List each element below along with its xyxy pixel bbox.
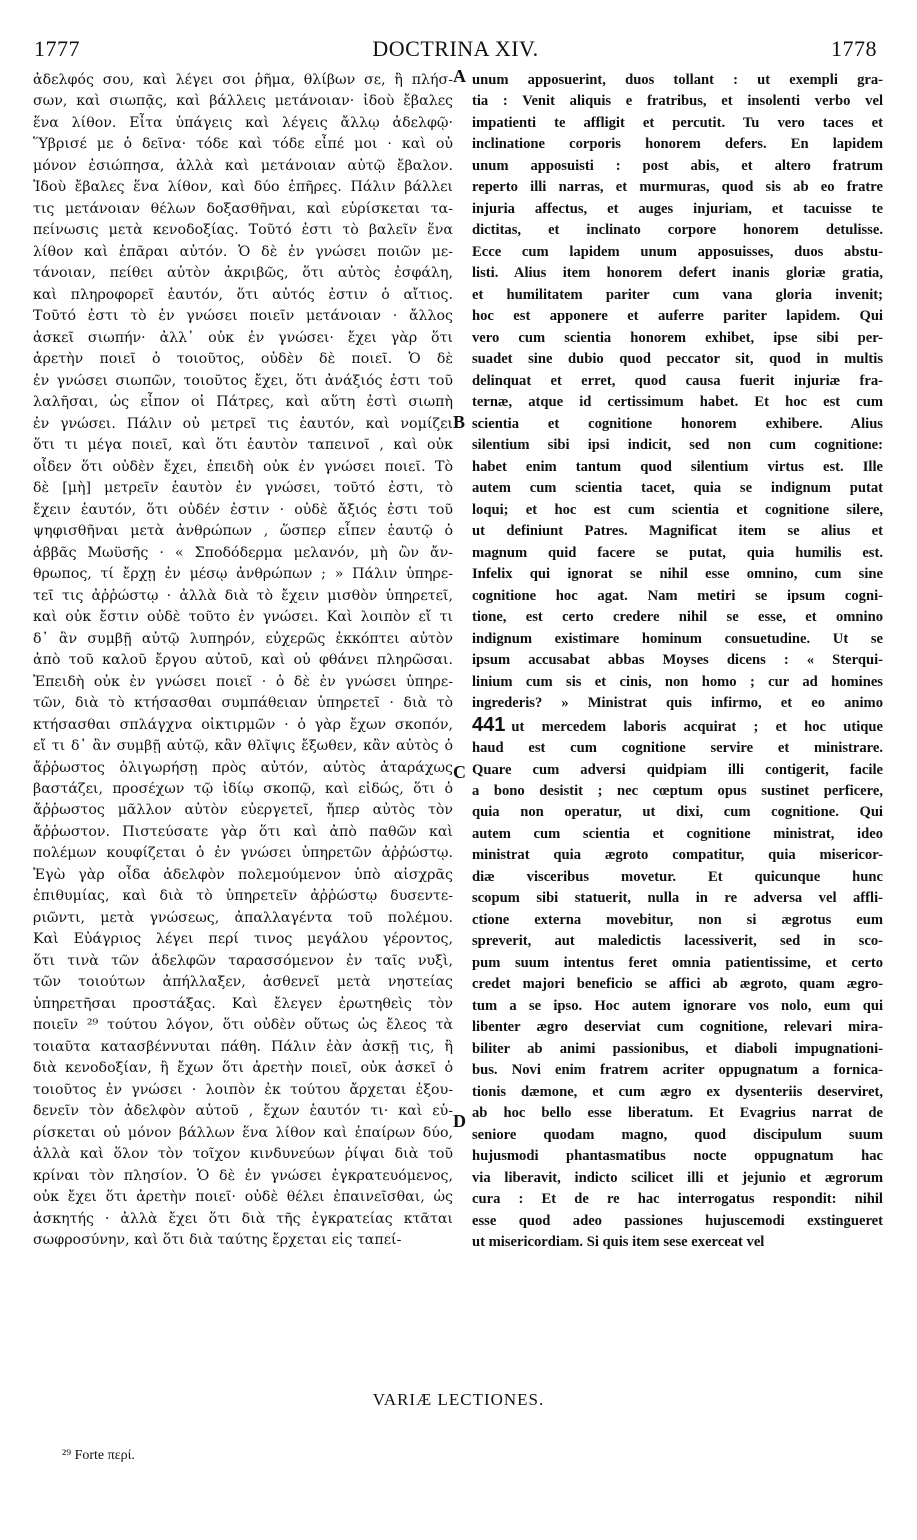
- greek-text-line: δ᾽ ἂν συμβῇ αὐτῷ λυπηρόν, εὐχερῶς ἐκκόπτει αὐτὸν: [33, 630, 453, 647]
- latin-text-line: listi. Alius item honorem defert inanis gloriæ gratia,: [472, 265, 883, 282]
- latin-text-line: injuria affectus, et auges injuriam, et tacuisse te: [472, 200, 883, 217]
- greek-text-line: ψηφισθῆναι μετὰ ἀνθρώπων , ὥσπερ εἶπεν ἑαυτῷ ὁ: [33, 523, 453, 540]
- greek-text-column: [33, 70, 453, 1252]
- latin-text-line: loqui; et hoc est cum scientia et cognitione silere,: [472, 501, 883, 518]
- greek-text-line: τῶν τοιούτων ἀπήλλαξεν, ἀσθενεῖ μετὰ νηστείας: [33, 974, 453, 991]
- greek-text-line: Ἐπειδὴ οὐκ ἐν γνώσει ποιεῖ · ὁ δὲ ἐν γνώσει ὑπηρε-: [33, 673, 453, 690]
- latin-text-line: reperto illi narras, et murmuras, quod sis ab eo fratre: [472, 179, 883, 196]
- latin-text-line: inclinatione corporis honorem defers. En lapidem: [472, 136, 883, 153]
- latin-text-line: silentium sibi ipsi indicit, sed non cum cognitione:: [472, 437, 883, 454]
- greek-text-line: Ὕβρισέ με ὁ δεῖνα· τόδε καὶ τόδε εἶπέ μοι · καὶ οὐ: [33, 136, 453, 153]
- greek-text-line: τις μετάνοιαν θέλων δοξασθῆναι, καὶ εὑρίσκεται τα-: [33, 200, 453, 217]
- latin-text-line: ut misericordiam. Si quis item sese exerceat vel: [472, 1234, 765, 1251]
- latin-text-column: [472, 70, 883, 1254]
- greek-text-line: ἐπιθυμίας, καὶ διὰ τὸ ὑπηρετεῖν ἀῤῥώστῳ δυσεντε-: [33, 888, 453, 905]
- page-number-right: 1778: [831, 36, 877, 61]
- greek-text-line: Ἰδοὺ ἔβαλες ἕνα λίθον, καὶ δύο ἐπῆρες. Πάλιν βάλλει: [33, 179, 453, 196]
- greek-text-line: τάνοιαν, πείθει αὐτὸν ἀκριβῶς, ὅτι αὐτὸς ἐσφάλη,: [33, 265, 453, 282]
- greek-text-line: ρίσκεται οὐ μόνον βάλλων ἕνα λίθον καὶ ἐπαίρων δύο,: [33, 1124, 453, 1141]
- margin-letter-d: D: [453, 1111, 466, 1131]
- latin-text-line: scientia et cognitione honorem exhibere. Alius: [472, 415, 883, 432]
- latin-text-line: indignum existimare hominum consuetudine. Ut se: [472, 630, 883, 647]
- greek-text-line: ἔχειν ἑαυτόν, ὅτι οὐδέν ἐστιν · οὐδὲ ἄξιός ἐστι τοῦ: [33, 501, 453, 518]
- latin-text-line: ingrederis? » Ministrat quis infirmo, et eo animo: [472, 695, 883, 712]
- running-title: DOCTRINA XIV.: [372, 36, 539, 61]
- greek-text-line: θρωπος, τί ἔρχῃ ἐν μέσῳ ἀνθρώπων ; » Πάλιν ὑπηρε-: [33, 566, 453, 583]
- greek-text-line: ἀσκητής · ἀλλὰ ἔχει ὅτι διὰ τῆς ἐγκρατείας κτᾶται: [33, 1210, 453, 1227]
- latin-text-line: ternæ, atque id certissimum habet. Et hoc est cum: [472, 394, 883, 411]
- latin-text-line: haud est cum cognitione servire et ministrare.: [472, 740, 883, 757]
- latin-text-line: a bono desistit ; nec cœptum opus sustinet perficere,: [472, 782, 883, 799]
- greek-text-line: ἄῤῥωστον. Πιστεύσατε γὰρ ὅτι καὶ ἀπὸ παθῶν καὶ: [33, 823, 453, 840]
- greek-text-line: Τοῦτό ἐστι τὸ ἐν γνώσει ποιεῖν μετάνοιαν · ἄλλος: [33, 308, 453, 325]
- latin-text-line: ipsum accusabat abbas Moyses dicens : « Sterqui-: [472, 652, 883, 669]
- latin-text-line: seniore quodam magno, quod discipulum suum: [472, 1126, 883, 1143]
- latin-text-line: cognitione hoc agat. Nam metiri se ipsum cogni-: [472, 587, 883, 604]
- greek-text-line: ποιεῖν ²⁹ τούτου λόγον, ὅτι οὐδὲν οὕτως ὡς ἔλεος τὰ: [33, 1017, 453, 1034]
- latin-text-line: hoc est apponere et auferre pariter lapidem. Qui: [472, 308, 883, 325]
- latin-text-line: 441 ut mercedem laboris acquirat ; et hoc utique: [472, 713, 883, 736]
- greek-text-line: τῶν, διὰ τὸ κτήσασθαι συμπάθειαν ὑπηρετεῖ · διὰ τὸ: [33, 695, 453, 712]
- latin-text-line: autem cum scientia tacet, quia se indignum putat: [472, 480, 883, 497]
- latin-text-line: delinquat et erret, quod causa fuerit injuriæ fra-: [472, 372, 883, 389]
- latin-text-line: tum a se ipso. Hoc autem ignorare vos nolo, eum qui: [472, 997, 883, 1014]
- latin-text-line: autem cum scientia et cognitione ministrat, ideo: [472, 825, 883, 842]
- greek-text-line: κρίναι τὸν πλησίον. Ὁ δὲ ἐν γνώσει ἐγκρατευόμενος,: [33, 1167, 453, 1184]
- greek-text-line: Ἐγὼ γὰρ οἶδα ἀδελφὸν πολεμούμενον ὑπὸ αἰσχρᾶς: [33, 866, 453, 883]
- latin-text-line: vero cum scientia honorem exhibet, ipse sibi per-: [472, 329, 883, 346]
- latin-text-line: et humilitatem pariter cum vana gloria invenit;: [472, 286, 883, 303]
- latin-text-line: impatienti te affligit et percutit. Tu vero taces et: [472, 114, 883, 131]
- greek-text-line: οὐκ ἔχει ὅτι ἀρετὴν ποιεῖ· οὐδὲ θέλει ἐπαινεῖσθαι, ὡς: [33, 1189, 453, 1206]
- greek-text-line: οἶδεν ὅτι οὐδὲν ἔχει, ἐπειδὴ οὐκ ἐν γνώσει ποιεῖ. Τὸ: [33, 458, 453, 475]
- greek-text-line: δὲ [μὴ] μετρεῖν ἑαυτὸν ἐν γνώσει, τοῦτό ἐστι, τὸ: [33, 480, 453, 497]
- greek-text-line: εἴ τι δ᾽ ἂν συμβῇ αὐτῷ, κἂν θλῖψις ἔξωθεν, κἂν αὐτὸς ὁ: [33, 738, 453, 755]
- greek-text-line: μόνον ἐσιώπησα, ἀλλὰ καὶ μετάνοιαν αὐτῷ ἔβαλον.: [33, 157, 453, 174]
- greek-text-line: ἀββᾶς Μωϋσῆς · « Σποδόδερμα μελανόν, μὴ ὢν ἄν-: [33, 544, 453, 561]
- greek-text-line: τοιοῦτος ἐν γνώσει · λοιπὸν ἐκ τούτου ἄρχεται ἐξου-: [33, 1081, 453, 1098]
- latin-text-line: pum suum intentus feret omnia patientissime, et certo: [472, 954, 883, 971]
- latin-text-line: unum apposuerint, duos tollant : ut exempli gra-: [472, 72, 883, 88]
- latin-text-line: magnum quid facere se putat, quia humilis est.: [472, 544, 883, 561]
- latin-text-line: dictitas, et inclinato corpore honorem detulisse.: [472, 222, 883, 239]
- page-header: [34, 36, 877, 66]
- greek-text-line: τεῖ τις ἀῤῥώστῳ · ἀλλὰ διὰ τὸ ἔχειν μισθὸν ὑπηρετεῖ,: [33, 587, 453, 604]
- greek-text-line: ὅτι τι μέγα ποιεῖ, καὶ ὅτι ἑαυτὸν ταπεινοῖ , καὶ οὐκ: [33, 437, 453, 454]
- greek-text-line: ἐν γνώσει σιωπῶν, τοιοῦτος ἔχει, ὅτι ἀνάξιός ἐστι τοῦ: [33, 372, 453, 389]
- greek-text-line: ὑπηρετῆσαι προστάξας. Καὶ ἔλεγεν ἐρωτηθεὶς τὸν: [33, 995, 453, 1012]
- latin-text-line: Infelix qui ignorat se nihil esse omnino, cum sine: [472, 566, 883, 583]
- margin-letter-b: B: [453, 412, 466, 432]
- greek-text-line: ἀρετὴν ποιεῖ ὁ τοιοῦτος, οὐδὲν δὲ ποιεῖ. Ὁ δὲ: [33, 351, 453, 368]
- latin-text-line: habet enim tantum quod silentium virtus est. Ille: [472, 458, 883, 475]
- latin-text-line: credet majori beneficio se affici ab ægroto, quam ægro-: [472, 976, 883, 993]
- latin-text-line: linium cum sis et cinis, non homo ; cur ad homines: [472, 673, 883, 690]
- greek-text-line: λίθον καὶ ἐπᾶραι αὐτόν. Ὁ δὲ ἐν γνώσει ποιῶν με-: [33, 243, 453, 260]
- latin-text-line: unum apposuisti : post abis, et altero fratrum: [472, 157, 883, 174]
- greek-text-line: ριῶντι, μετὰ γνώσεως, ἀπαλλαγέντα τοῦ πολέμου.: [33, 909, 453, 926]
- margin-letter-c: C: [453, 762, 466, 782]
- greek-text-line: βαστάζει, προσέχων τῷ ἰδίῳ σκοπῷ, καὶ εἰδώς, ὅτι ὁ: [33, 780, 453, 797]
- latin-text-line: bus. Novi enim fratrem acriter oppugnatum a fornica-: [472, 1062, 883, 1079]
- greek-text-line: ἀσκεῖ σιωπήν· ἀλλ᾽ οὐκ ἐν γνώσει· ἔχει γὰρ ὅτι: [33, 329, 453, 346]
- greek-text-line: ὅτι τινὰ τῶν ἀδελφῶν ταρασσόμενον ἐν ταῖς νυξὶ,: [33, 952, 453, 969]
- greek-text-line: πολέμων κουφίζεται ὁ ἐν γνώσει ὑπηρετῶν ἀῤῥώστῳ.: [33, 845, 453, 862]
- greek-text-line: ἀπὸ τοῦ καλοῦ ἔργου αὐτοῦ, καὶ οὐ φθάνει πληρῶσαι.: [33, 652, 453, 669]
- latin-text-line: suadet sine dubio quod peccator sit, quod in multis: [472, 351, 883, 368]
- latin-text-line: quia non operatur, ut dixi, cum cognitione. Qui: [472, 804, 883, 821]
- greek-text-line: καὶ πληροφορεῖ ἑαυτόν, ὅτι αὐτός ἐστιν ὁ αἴτιος.: [33, 286, 453, 303]
- greek-text-line: ἐν γνώσει. Πάλιν οὐ μετρεῖ τις ἑαυτόν, καὶ νομίζει: [33, 415, 453, 432]
- latin-text-line: Quare cum adversi quidpiam illi contigerit, facile: [472, 761, 883, 778]
- column-number: 441: [472, 713, 506, 736]
- latin-text-line: ab hoc bello esse liberatum. Et Evagrius narrat de: [472, 1105, 883, 1122]
- greek-text-line: ἀλλὰ καὶ ὅλον τὸν τοῖχον κινδυνεύων ῥίψαι διὰ τοῦ: [33, 1146, 453, 1163]
- greek-text-line: ἀδελφός σου, καὶ λέγει σοι ῥῆμα, θλίβων σε, ἢ πλήσ-: [33, 72, 453, 88]
- page-number-left: 1777: [34, 36, 80, 61]
- margin-letter-a: A: [453, 66, 466, 86]
- greek-text-line: δενεῖν τὸν ἀδελφὸν αὐτοῦ , ἔχων ἑαυτόν τι· καὶ εὑ-: [33, 1103, 453, 1120]
- latin-text-line: ut definiunt Patres. Magnificat item se alius et: [472, 523, 883, 540]
- latin-text-line: biliter ab animi passionibus, et diaboli impugnationi-: [472, 1040, 883, 1057]
- greek-text-line: τοιαῦτα κατασβέννυται πάθη. Πάλιν ἐὰν ἀσκῇ τις, ἢ: [33, 1038, 453, 1055]
- latin-text-line: libenter ægro deserviat cum cognitione, relevari mira-: [472, 1019, 883, 1036]
- greek-text-line: ἄῤῥωστος μᾶλλον αὐτὸν εὐεργετεῖ, ἤπερ αὐτὸς τὸν: [33, 802, 453, 819]
- latin-text-line: spreverit, aut maledictis lacessiverit, sed in sco-: [472, 933, 883, 950]
- latin-text-line: tione, est certo credere nihil se esse, et omnino: [472, 609, 883, 626]
- greek-text-line: διὰ κενοδοξίαν, ἢ ἔχων ὅτι ἀρετὴν ποιεῖ, οὐκ ἀσκεῖ ὁ: [33, 1060, 453, 1077]
- latin-text-line: hujusmodi phantasmatibus nocte oppugnatum hac: [472, 1148, 883, 1165]
- latin-text-line: ministrat quia ægroto compatitur, quia misericor-: [472, 847, 883, 864]
- greek-text-line: λαλῆσαι, ὡς εἶπον οἱ Πάτρες, καὶ αὕτη ἐστὶ σιωπὴ: [33, 394, 453, 411]
- latin-text-line: via liberavit, indicto scilicet illi et jejunio et ægrorum: [472, 1169, 883, 1186]
- latin-text-line: tionis dæmone, et cum ægro ex dysenteriis deserviret,: [472, 1083, 883, 1100]
- latin-text-line: tia : Venit aliquis e fratribus, et insolenti verbo vel: [472, 93, 883, 110]
- greek-text-line: καὶ οὐκ ἔστιν οὐδὲ τοῦτο ἐν γνώσει. Καὶ λοιπὸν εἴ τι: [33, 609, 453, 626]
- greek-text-line: ἄῤῥωστος ὀλιγωρήσῃ πρὸς αὐτόν, αὐτὸς ἀταράχως: [33, 759, 453, 776]
- greek-text-line: σων, καὶ σιωπᾷς, καὶ βάλλεις μετάνοιαν· ἰδοὺ ἔβαλες: [33, 93, 453, 110]
- footnote: ²⁹ Forte περί.: [62, 1448, 135, 1463]
- variae-lectiones-heading: VARIÆ LECTIONES.: [372, 1390, 545, 1409]
- latin-text-line: ctione externa movebitur, non si ægrotus eum: [472, 911, 883, 928]
- greek-text-line: κτήσασθαι σπλάγχνα οἰκτιρμῶν · ὁ γὰρ ἔχων σκοπόν,: [33, 716, 453, 733]
- latin-text-line: Ecce cum lapidem unum apposuisses, duos abstu-: [472, 243, 883, 260]
- greek-text-line: σωφροσύνην, καὶ ὅτι διὰ ταύτης ἔρχεται εἰς ταπεί-: [33, 1232, 402, 1249]
- greek-text-line: ἕνα λίθον. Εἶτα ὑπάγεις καὶ λέγεις ἄλλῳ ἀδελφῷ·: [33, 114, 453, 131]
- latin-text-line: diæ visceribus movetur. Et quicunque hunc: [472, 868, 883, 885]
- latin-text-line: cura : Et de re hac interrogatus respondit: nihil: [472, 1191, 883, 1208]
- latin-text-line: scopum sibi statuerit, nulla in re adversa vel affli-: [472, 890, 883, 907]
- greek-text-line: Καὶ Εὐάγριος λέγει περί τινος μεγάλου γέροντος,: [33, 931, 453, 948]
- greek-text-line: πείνωσις μετὰ κενοδοξίας. Τοῦτό ἐστι τὸ βαλεῖν ἕνα: [33, 222, 453, 239]
- latin-text-line: esse quod adeo passiones hujuscemodi exstingueret: [472, 1212, 883, 1229]
